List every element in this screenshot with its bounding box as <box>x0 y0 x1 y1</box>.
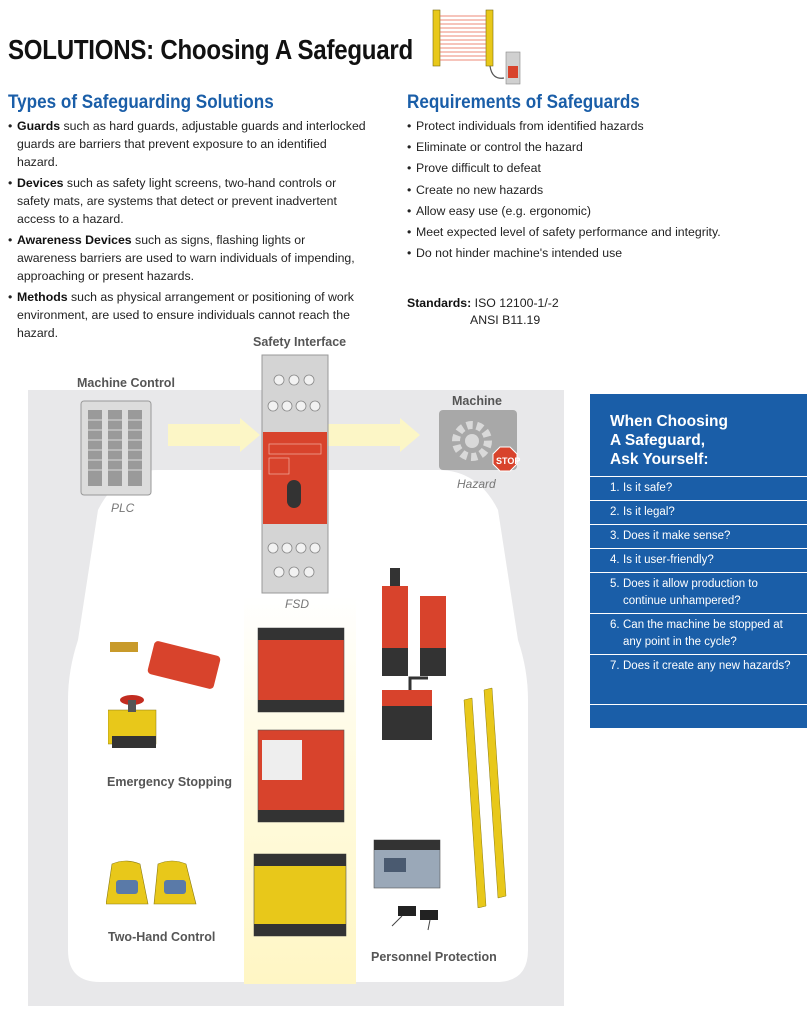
hazard-label: Hazard <box>457 477 496 491</box>
stop-sign-text: STOP <box>496 456 521 466</box>
two-hand-control-label: Two-Hand Control <box>108 930 216 944</box>
list-item: • Do not hinder machine's intended use <box>407 244 747 262</box>
ask-yourself-title: When Choosing A Safeguard, Ask Yourself: <box>610 413 728 468</box>
question-list <box>590 476 807 678</box>
question-item: 3. Does it make sense? <box>590 524 807 548</box>
safety-interface-label: Safety Interface <box>253 335 347 349</box>
list-item: • Protect individuals from identified hazards <box>407 117 747 135</box>
list-item: • Create no new hazards <box>407 181 747 199</box>
standard-ansi: ANSI B11.19 <box>470 313 541 327</box>
page-title: SOLUTIONS: Choosing A Safeguard <box>8 34 413 65</box>
list-item: • Allow easy use (e.g. ergonomic) <box>407 202 747 220</box>
safety-relay-modules-illustration <box>252 622 352 938</box>
machine-gear-illustration <box>438 409 524 477</box>
list-item: • Eliminate or control the hazard <box>407 138 747 156</box>
standards-label: Standards: <box>407 296 472 310</box>
requirements-list <box>407 117 747 265</box>
list-item: • Devices such as safety light screens, two-hand controls or safety mats, are systems that detect or prevent inadvertent access to a hazard. <box>8 174 368 228</box>
fsd-label: FSD <box>285 597 309 611</box>
fsd-module-illustration <box>261 354 329 594</box>
list-item: • Meet expected level of safety performance and integrity. <box>407 223 747 241</box>
ask-yourself-box <box>590 394 807 728</box>
types-list <box>8 117 368 345</box>
interlock-switches-illustration <box>376 566 472 744</box>
question-item: 6. Can the machine be stopped at any point in the cycle? <box>590 613 807 654</box>
question-item: 2. Is it legal? <box>590 500 807 524</box>
personnel-protection-label: Personnel Protection <box>371 950 497 964</box>
two-hand-control-illustration <box>106 858 200 916</box>
machine-label: Machine <box>452 394 503 408</box>
types-heading: Types of Safeguarding Solutions <box>8 92 274 113</box>
question-item: 4. Is it user-friendly? <box>590 548 807 572</box>
light-curtain-bars-illustration <box>460 686 508 908</box>
safety-controller-illustration <box>372 836 454 934</box>
machine-control-label: Machine Control <box>77 376 175 390</box>
list-item: • Guards such as hard guards, adjustable guards and interlocked guards are barriers that prevent exposure to an identified hazard. <box>8 117 368 171</box>
emergency-stopping-label: Emergency Stopping <box>107 775 233 789</box>
question-item: 5. Does it allow production to continue unhampered? <box>590 572 807 613</box>
list-item: • Prove difficult to defeat <box>407 159 747 177</box>
emergency-stop-illustration <box>108 636 226 752</box>
question-item: 1. Is it safe? <box>590 476 807 500</box>
plc-illustration <box>80 400 152 496</box>
list-item: • Awareness Devices such as signs, flashing lights or awareness barriers are used to warn individuals of impending, approaching or present hazards. <box>8 231 368 285</box>
standards-block <box>407 295 559 329</box>
light-curtain-illustration <box>430 6 525 88</box>
question-list-end-rule <box>590 704 807 705</box>
list-item: • Methods such as physical arrangement or positioning of work environment, are used to ensure individuals cannot reach the hazard. <box>8 288 368 342</box>
question-item: 7. Does it create any new hazards? <box>590 654 807 678</box>
requirements-heading: Requirements of Safeguards <box>407 92 640 113</box>
standard-iso: ISO 12100-1/-2 <box>474 296 559 310</box>
plc-label: PLC <box>111 501 135 515</box>
